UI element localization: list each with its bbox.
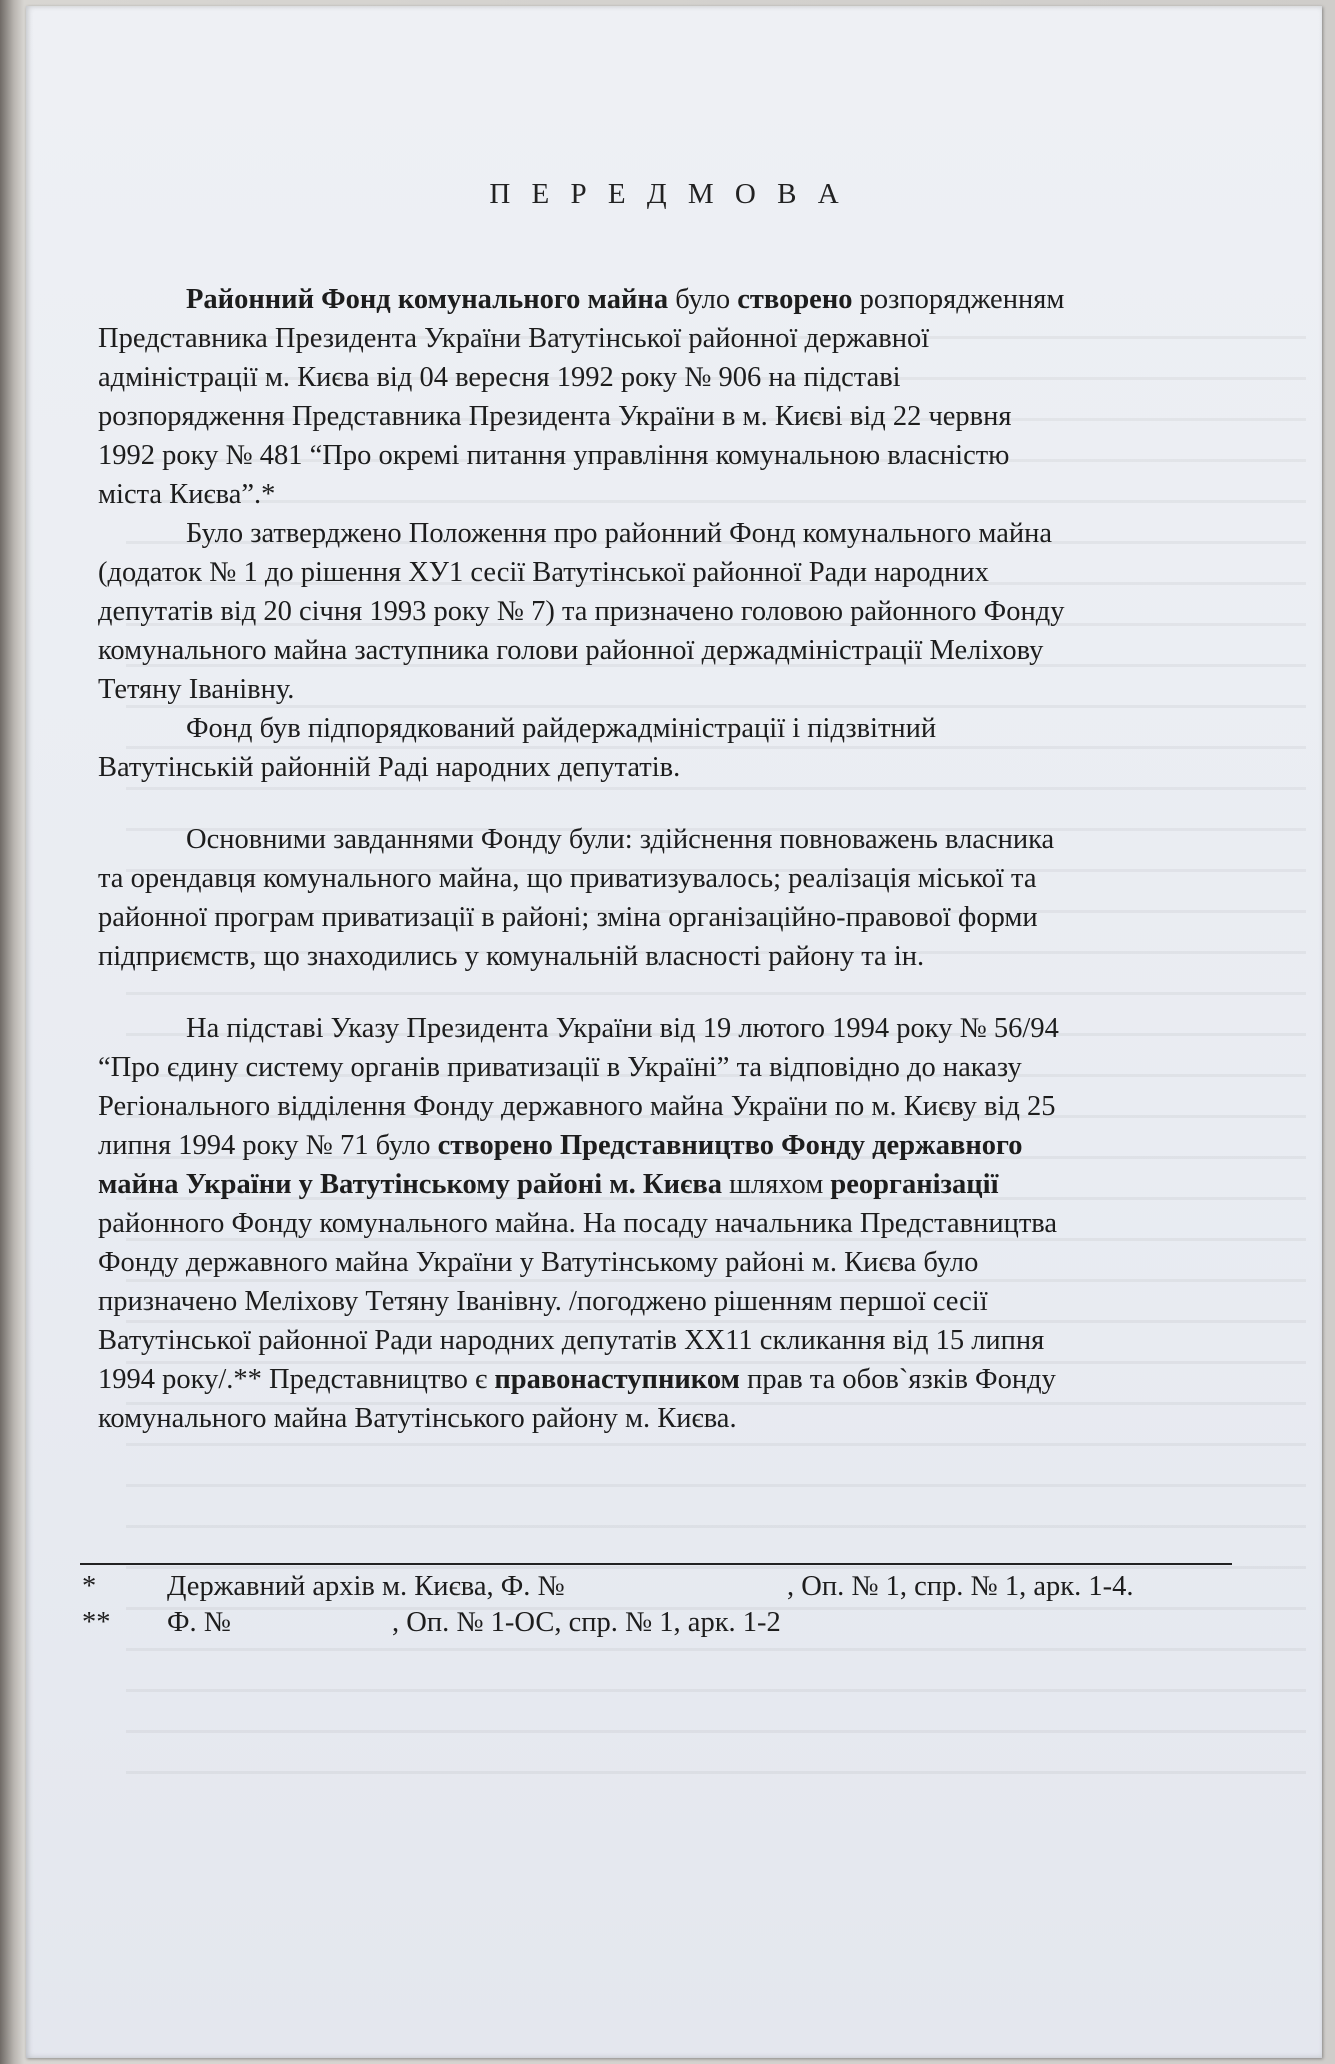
footnote-divider [80, 1563, 1232, 1565]
paragraph-1-line-6: міста Києва”.* [98, 479, 276, 510]
paragraph-5-line-11: комунального майна Ватутінського району м. Києва. [98, 1403, 737, 1434]
paragraph-5 [98, 1009, 1248, 1438]
paragraph-5-line-4: липня 1994 року № 71 було створено Представництво Фонду державного [98, 1130, 1023, 1161]
footnote-2-mark: ** [82, 1607, 111, 1638]
paragraph-2-line-2: (додаток № 1 до рішення ХУ1 сесії Ватутінської районної Ради народних [98, 557, 989, 588]
paragraph-1-line-5: 1992 року № 481 “Про окремі питання управління комунальною власністю [98, 440, 1010, 471]
footnote-1-text-a: Державний архів м. Києва, Ф. № [167, 1571, 565, 1602]
bold-created: створено [737, 284, 853, 315]
paragraph-2-line-1: Було затверджено Положення про районний Фонд комунального майна [186, 518, 1053, 549]
paragraph-5-line-10: 1994 року/.** Представництво є правонаступником прав та обов`язків Фонду [98, 1364, 1056, 1395]
footnote-1-mark: * [82, 1571, 97, 1602]
paragraph-1 [98, 280, 1248, 514]
paragraph-5-line-7: Фонду державного майна України у Ватутінському районі м. Києва було [98, 1247, 979, 1278]
paragraph-1-line-3: адміністрації м. Києва від 04 вересня 1992 року № 906 на підставі [98, 362, 901, 393]
footnote-2-text-b: , Оп. № 1-ОС, спр. № 1, арк. 1-2 [392, 1607, 781, 1638]
paragraph-1-line-2: Представника Президента України Ватутінської районної державної [98, 323, 930, 354]
bold-created-representation: створено Представництво Фонду державного [437, 1130, 1023, 1161]
paragraph-3-line-2: Ватутінській районній Раді народних депутатів. [98, 752, 681, 783]
paragraph-5-line-8: призначено Меліхову Тетяну Іванівну. /погоджено рішенням першої сесії [98, 1286, 988, 1317]
paragraph-4-line-2: та орендавця комунального майна, що приватизувалось; реалізація міської та [98, 863, 1037, 894]
paragraph-2-line-5: Тетяну Іванівну. [98, 674, 295, 705]
paragraph-5-line-3: Регіонального відділення Фонду державного майна України по м. Києву від 25 [98, 1091, 1056, 1122]
paragraph-5-line-6: районного Фонду комунального майна. На посаду начальника Представництва [98, 1208, 1058, 1239]
footnote-2 [82, 1604, 1242, 1642]
paragraph-3-line-1: Фонд був підпорядкований райдержадміністрації і підзвітний [186, 713, 937, 744]
paragraph-1-line-1: Районний Фонд комунального майна було створено розпорядженням [186, 284, 1065, 315]
paragraph-4-line-4: підприємств, що знаходились у комунальній власності району та ін. [98, 941, 925, 972]
paragraph-4-line-3: районної програм приватизації в районі; зміна організаційно-правової форми [98, 902, 1038, 933]
paragraph-5-line-2: “Про єдину систему органів приватизації в Україні” та відповідно до наказу [98, 1052, 1022, 1083]
paragraph-5-line-9: Ватутінської районної Ради народних депутатів ХХ11 скликання від 15 липня [98, 1325, 1045, 1356]
paragraph-2-line-3: депутатів від 20 січня 1993 року № 7) та призначено головою районного Фонду [98, 596, 1065, 627]
paragraph-4-line-1: Основними завданнями Фонду були: здійснення повноважень власника [186, 824, 1055, 855]
bold-representation-name: майна України у Ватутінському районі м. Києва [98, 1169, 722, 1200]
paragraph-3 [98, 709, 1248, 787]
footnote-2-text-a: Ф. № [167, 1607, 231, 1638]
paragraph-2-line-4: комунального майна заступника голови районної держадміністрації Меліхову [98, 635, 1044, 666]
page-title: П Е Р Е Д М О В А [489, 178, 846, 210]
footnote-1-text-b: , Оп. № 1, спр. № 1, арк. 1-4. [787, 1571, 1134, 1602]
bold-reorganization: реорганізації [830, 1169, 999, 1200]
bold-fund-name: Районний Фонд комунального майна [186, 284, 669, 315]
paragraph-5-line-1: На підставі Указу Президента України від 19 лютого 1994 року № 56/94 [186, 1013, 1059, 1044]
paragraph-4 [98, 820, 1248, 976]
paragraph-5-line-5: майна України у Ватутінському районі м. Києва шляхом реорганізації [98, 1169, 999, 1200]
document-body [98, 280, 1248, 1438]
bold-successor: правонаступником [494, 1364, 740, 1395]
footnote-1 [82, 1568, 1242, 1606]
paragraph-1-line-4: розпорядження Представника Президента України в м. Києві від 22 червня [98, 401, 1012, 432]
paragraph-2 [98, 514, 1248, 709]
